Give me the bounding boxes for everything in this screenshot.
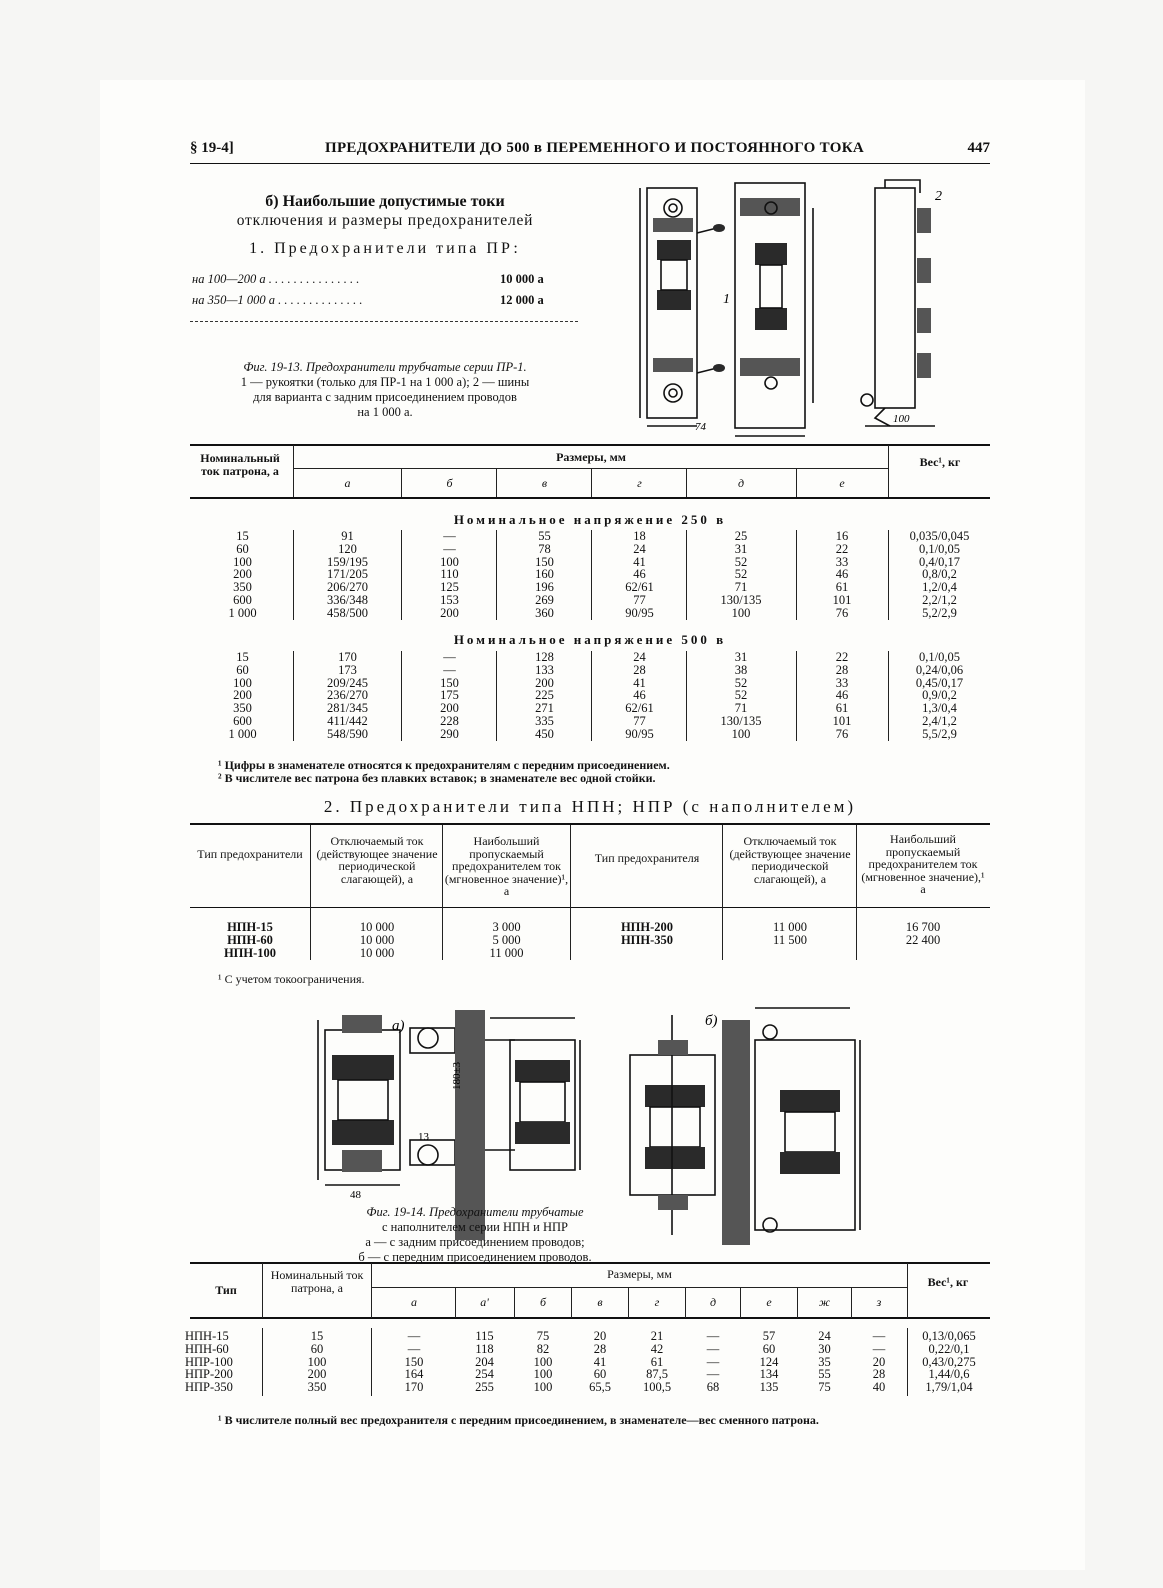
table3-g: 21 42 61 87,5 100,5	[642, 1329, 672, 1395]
table3-weights: 0,13/0,065 0,22/0,1 0,43/0,275 1,44/0,6 1,79/1,04	[922, 1329, 976, 1395]
table1-vrule	[496, 651, 497, 741]
divider	[190, 321, 578, 322]
table1-s2-d: 31 38 52 52 71 130/135 100	[720, 650, 762, 741]
table2-peaks: 3 000 5 000 11 000	[489, 920, 524, 960]
table3-top-rule	[190, 1262, 990, 1264]
table1-vrule	[293, 445, 294, 497]
table3-vrule	[514, 1288, 515, 1318]
table1-s2-b: — — 150 175 200 228 290	[440, 650, 459, 741]
table1-section-500: Номинальное напряжение 500 в	[453, 632, 727, 647]
table2-vrule	[570, 825, 571, 960]
table1-head-rule	[190, 497, 990, 499]
table3-sizes-rule	[372, 1287, 907, 1288]
dim-180: 180±3	[451, 1061, 463, 1090]
table3-types: НПН-15 НПН-60 НПР-100 НПР-200 НПР-350	[185, 1329, 233, 1395]
table3-col-e: е	[766, 1295, 772, 1309]
table2-footnote: ¹ С учетом токоограничения.	[218, 972, 365, 986]
table2-head-peak: Наибольший пропускаемый предохранителем ток (мгновенное значение)¹, а	[444, 834, 569, 898]
table1-col-g: г	[637, 476, 642, 490]
pr-row-value-1: 10 000 а	[500, 272, 544, 286]
table1-s2-current: 15 60 100 200 350 600 1 000	[228, 650, 257, 741]
table1-vrule	[496, 469, 497, 497]
table1-vrule	[686, 651, 687, 741]
table1-vrule	[888, 530, 889, 620]
table3-a2: 115 118 204 254 255	[475, 1329, 494, 1395]
table2-types-2: НПН-200 НПН-350	[620, 920, 674, 947]
table3-vrule	[371, 1263, 372, 1318]
table1-head-sizes: Размеры, мм	[556, 450, 626, 464]
table1-s1-a: 91 120 159/195 171/205 206/270 336/348 458/500	[327, 529, 368, 620]
table1-vrule	[796, 530, 797, 620]
figure-caption-19-13: Фиг. 19-13. Предохранители трубчатые серии ПР-1. 1 — рукоятки (только для ПР-1 на 1 000 а); 2 — шины для варианта с задним присоединением проводов на 1 000 а.	[240, 360, 530, 419]
table1-vrule	[293, 651, 294, 741]
table3-vrule	[371, 1328, 372, 1396]
table2-head-current-2: Отключаемый ток (действующее значение периодической слагающей), а	[729, 834, 851, 886]
table1-head-weight: Вес¹, кг	[919, 455, 961, 469]
table1-vrule	[686, 469, 687, 497]
table1-vrule	[888, 651, 889, 741]
table3-z: — — 20 28 40	[872, 1329, 886, 1395]
table1-vrule	[401, 651, 402, 741]
table1-footnote-1: ¹ Цифры в знаменателе относятся к предохранителям с передним присоединением.	[218, 758, 670, 772]
table1-s1-v: 55 78 150 160 196 269 360	[535, 529, 554, 620]
table3-vrule	[851, 1288, 852, 1318]
table1-vrule	[591, 530, 592, 620]
table3-col-d: д	[709, 1295, 717, 1309]
table2-head-current: Отключаемый ток (действующее значение периодической слагающей), а	[316, 834, 438, 886]
table2-vrule	[856, 825, 857, 960]
table3-head-type: Тип	[215, 1283, 237, 1297]
table3-head-rule	[190, 1317, 990, 1319]
table3-vrule	[740, 1288, 741, 1318]
table1-s1-e: 16 22 33 46 61 101 76	[832, 529, 852, 620]
section-number: § 19-4]	[190, 140, 234, 156]
table1-s2-v: 128 133 200 225 271 335 450	[535, 650, 554, 741]
fuse-rear-view	[861, 180, 935, 426]
dim-100: 100	[893, 413, 910, 425]
subheading-npn: 2. Предохранители типа НПН; НПР (с наполнителем)	[323, 797, 857, 816]
running-header	[190, 140, 990, 164]
table3-col-z: з	[876, 1295, 882, 1309]
table2-vrule	[310, 825, 311, 960]
table3-vrule	[797, 1288, 798, 1318]
table3-col-g: г	[654, 1295, 660, 1309]
table1-col-v: в	[541, 476, 548, 490]
pr-row-label-1: на 100—200 а . . . . . . . . . . . . . . .	[192, 272, 360, 286]
table3-col-b: б	[539, 1295, 547, 1309]
table1-vrule	[591, 469, 592, 497]
table3-vrule	[262, 1263, 263, 1318]
table1-top-rule	[190, 444, 990, 446]
fuse-side-view	[735, 183, 813, 436]
fuse-variant-b	[630, 1008, 860, 1245]
dim-13: 13	[418, 1131, 429, 1143]
table3-d: — — — — 68	[706, 1329, 720, 1395]
label-a: а)	[392, 1018, 405, 1034]
table1-s1-current: 15 60 100 200 350 600 1 000	[228, 529, 257, 620]
pr-row-label-2: на 350—1 000 а . . . . . . . . . . . . . .	[192, 293, 363, 307]
table2-head-peak-2: Наибольший пропускаемый предохранителем ток (мгновенное значение),¹ а	[861, 832, 985, 896]
section-heading-b: б) Наибольшие допустимые токи	[265, 193, 505, 210]
table3-vrule	[685, 1288, 686, 1318]
table3-zh: 24 30 35 55 75	[818, 1329, 831, 1395]
table3-vrule	[907, 1328, 908, 1396]
table1-col-e: е	[839, 476, 845, 490]
table1-vrule	[401, 530, 402, 620]
table2-currents-2: 11 000 11 500	[773, 920, 807, 947]
table2-head-type-2: Тип предохранителя	[594, 851, 700, 865]
label-b: б)	[705, 1013, 718, 1029]
table1-col-a: а	[344, 476, 351, 490]
table1-s1-b: — — 100 110 125 153 200	[440, 529, 459, 620]
table1-col-d: д	[737, 476, 745, 490]
table1-vrule	[888, 445, 889, 497]
table3-vrule	[262, 1328, 263, 1396]
page-running-title: ПРЕДОХРАНИТЕЛИ ДО 500 в ПЕРЕМЕННОГО И ПОСТОЯННОГО ТОКА	[325, 140, 865, 156]
table3-v: 20 28 41 60 65,5	[589, 1329, 611, 1395]
table2-peaks-2: 16 700 22 400	[905, 920, 941, 947]
table2-types: НПН-15 НПН-60 НПН-100	[223, 920, 277, 960]
table3-col-zh: ж	[818, 1295, 831, 1309]
table1-vrule	[496, 530, 497, 620]
table3-b: 75 82 100 100 100	[533, 1329, 553, 1395]
table1-vrule	[686, 530, 687, 620]
label-2: 2	[935, 189, 942, 204]
table3-head-current: Номинальный ток патрона, а	[270, 1268, 364, 1295]
table1-s2-weight: 0,1/0,05 0,24/0,06 0,45/0,17 0,9/0,2 1,3/0,4 2,4/1,2 5,5/2,9	[915, 650, 964, 741]
table2-vrule	[722, 825, 723, 960]
table1-vrule	[401, 469, 402, 497]
table1-vrule	[293, 530, 294, 620]
header-rule	[190, 163, 990, 164]
pr-row-value-2: 12 000 а	[500, 293, 544, 307]
table3-a: — — 150 164 170	[404, 1329, 424, 1395]
table3-col-a: а	[411, 1295, 417, 1309]
table3-vrule	[455, 1288, 456, 1318]
table1-s1-weight: 0,035/0,045 0,1/0,05 0,4/0,17 0,8/0,2 1,2/0,4 2,2/1,2 5,2/2,9	[909, 529, 970, 620]
figure-caption-19-14: Фиг. 19-14. Предохранители трубчатые с наполнителем серии НПН и НПР а — с задним присоединением проводов; б — с передним присоединением проводов.	[358, 1205, 592, 1264]
table3-currents: 15 60 100 200 350	[307, 1329, 327, 1395]
table1-col-b: б	[446, 476, 453, 490]
dim-74: 74	[695, 421, 706, 433]
table3-footnote: ¹ В числителе полный вес предохранителя с передним присоединением, в знаменателе—вес сменного патрона.	[218, 1413, 819, 1427]
table3-vrule	[907, 1263, 908, 1318]
table3-head-sizes: Размеры, мм	[607, 1267, 672, 1281]
table1-vrule	[796, 469, 797, 497]
subheading-pr: 1. Предохранители типа ПР:	[249, 240, 521, 257]
table3-col-v: в	[597, 1295, 603, 1309]
table1-head-current: Номинальный ток патрона, а	[200, 451, 280, 478]
table1-s2-g: 24 28 41 46 62/61 77 90/95	[625, 650, 654, 741]
table1-vrule	[796, 651, 797, 741]
table2-currents: 10 000 10 000 10 000	[359, 920, 395, 960]
table3-col-a2: а'	[480, 1295, 489, 1309]
table3-e: 57 60 124 134 135	[759, 1329, 779, 1395]
table1-section-250: Номинальное напряжение 250 в	[453, 512, 727, 527]
table1-footnote-2: ² В числителе вес патрона без плавких вставок; в знаменателе вес одной стойки.	[218, 771, 656, 785]
page-number: 447	[967, 140, 990, 156]
table1-s1-d: 25 31 52 52 71 130/135 100	[720, 529, 762, 620]
section-heading-b-2: отключения и размеры предохранителей	[236, 212, 534, 229]
table3-vrule	[628, 1288, 629, 1318]
table1-s2-e: 22 28 33 46 61 101 76	[832, 650, 852, 741]
table1-s2-a: 170 173 209/245 236/270 281/345 411/442 548/590	[327, 650, 368, 741]
figure-19-13-drawing	[635, 178, 980, 440]
dim-48: 48	[350, 1189, 361, 1201]
table1-s1-g: 18 24 41 46 62/61 77 90/95	[625, 529, 654, 620]
table3-vrule	[571, 1288, 572, 1318]
table3-head-weight: Вес¹, кг	[927, 1275, 969, 1289]
fuse-front-view	[640, 188, 725, 426]
label-1: 1	[723, 292, 730, 307]
table2-vrule	[442, 825, 443, 960]
table2-head-type: Тип предохранители	[197, 847, 303, 861]
table1-vrule	[591, 651, 592, 741]
